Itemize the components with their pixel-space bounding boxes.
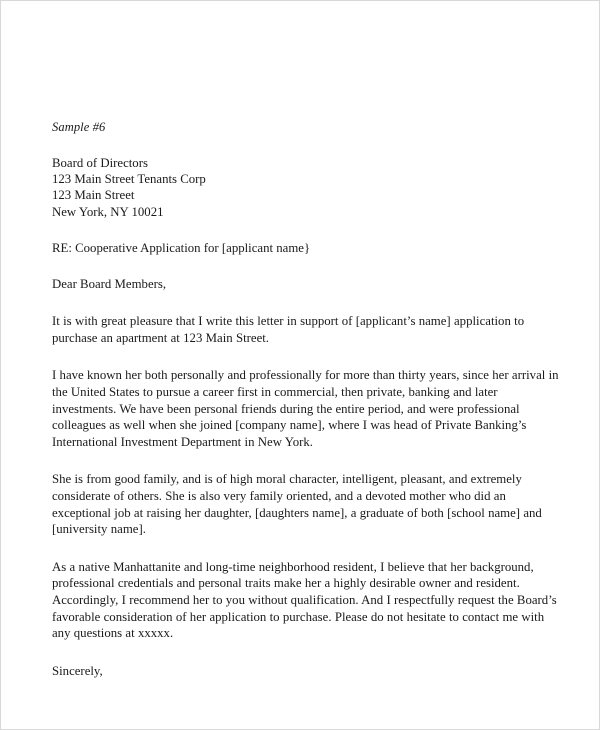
body-paragraph: I have known her both personally and professionally for more than thirty years, since her arrival in the United States to pursue a career first in commercial, then private, banking and later investments. We have been personal friends during the entire period, and were professional colleagues as well when she joined [company name], where I was head of Private Banking’s International Investment Department in New York. [52, 368, 559, 449]
recipient-address-block [52, 155, 559, 220]
recipient-address-line: New York, NY 10021 [52, 204, 164, 219]
body-paragraph: She is from good family, and is of high moral character, intelligent, pleasant, and extremely considerate of others. She is also very family oriented, and a devoted mother who did an exceptional job at raising her daughter, [daughters name], a graduate of both [school name] and [university name]. [52, 472, 542, 537]
closing-salutation: Sincerely, [52, 663, 103, 678]
body-paragraph: As a native Manhattanite and long-time neighborhood resident, I believe that her background, professional credentials and personal traits make her a highly desirable owner and resident. Accordingly, I recommend her to you without qualification. And I respectfully request the Board’s favorable consideration of her application to purchase. Please do not hesitate to contact me with any questions at xxxxx. [52, 559, 557, 641]
recipient-address-line: 123 Main Street [52, 188, 135, 203]
salutation: Dear Board Members, [52, 277, 167, 292]
body-paragraph: It is with great pleasure that I write this letter in support of [applicant’s name] application to purchase an apartment at 123 Main Street. [52, 314, 525, 345]
letter-body [52, 119, 559, 679]
recipient-address-line: 123 Main Street Tenants Corp [52, 172, 206, 187]
subject-line: RE: Cooperative Application for [applicant name} [52, 240, 311, 255]
recipient-address-line: Board of Directors [52, 156, 148, 170]
sample-label: Sample #6 [52, 120, 106, 134]
